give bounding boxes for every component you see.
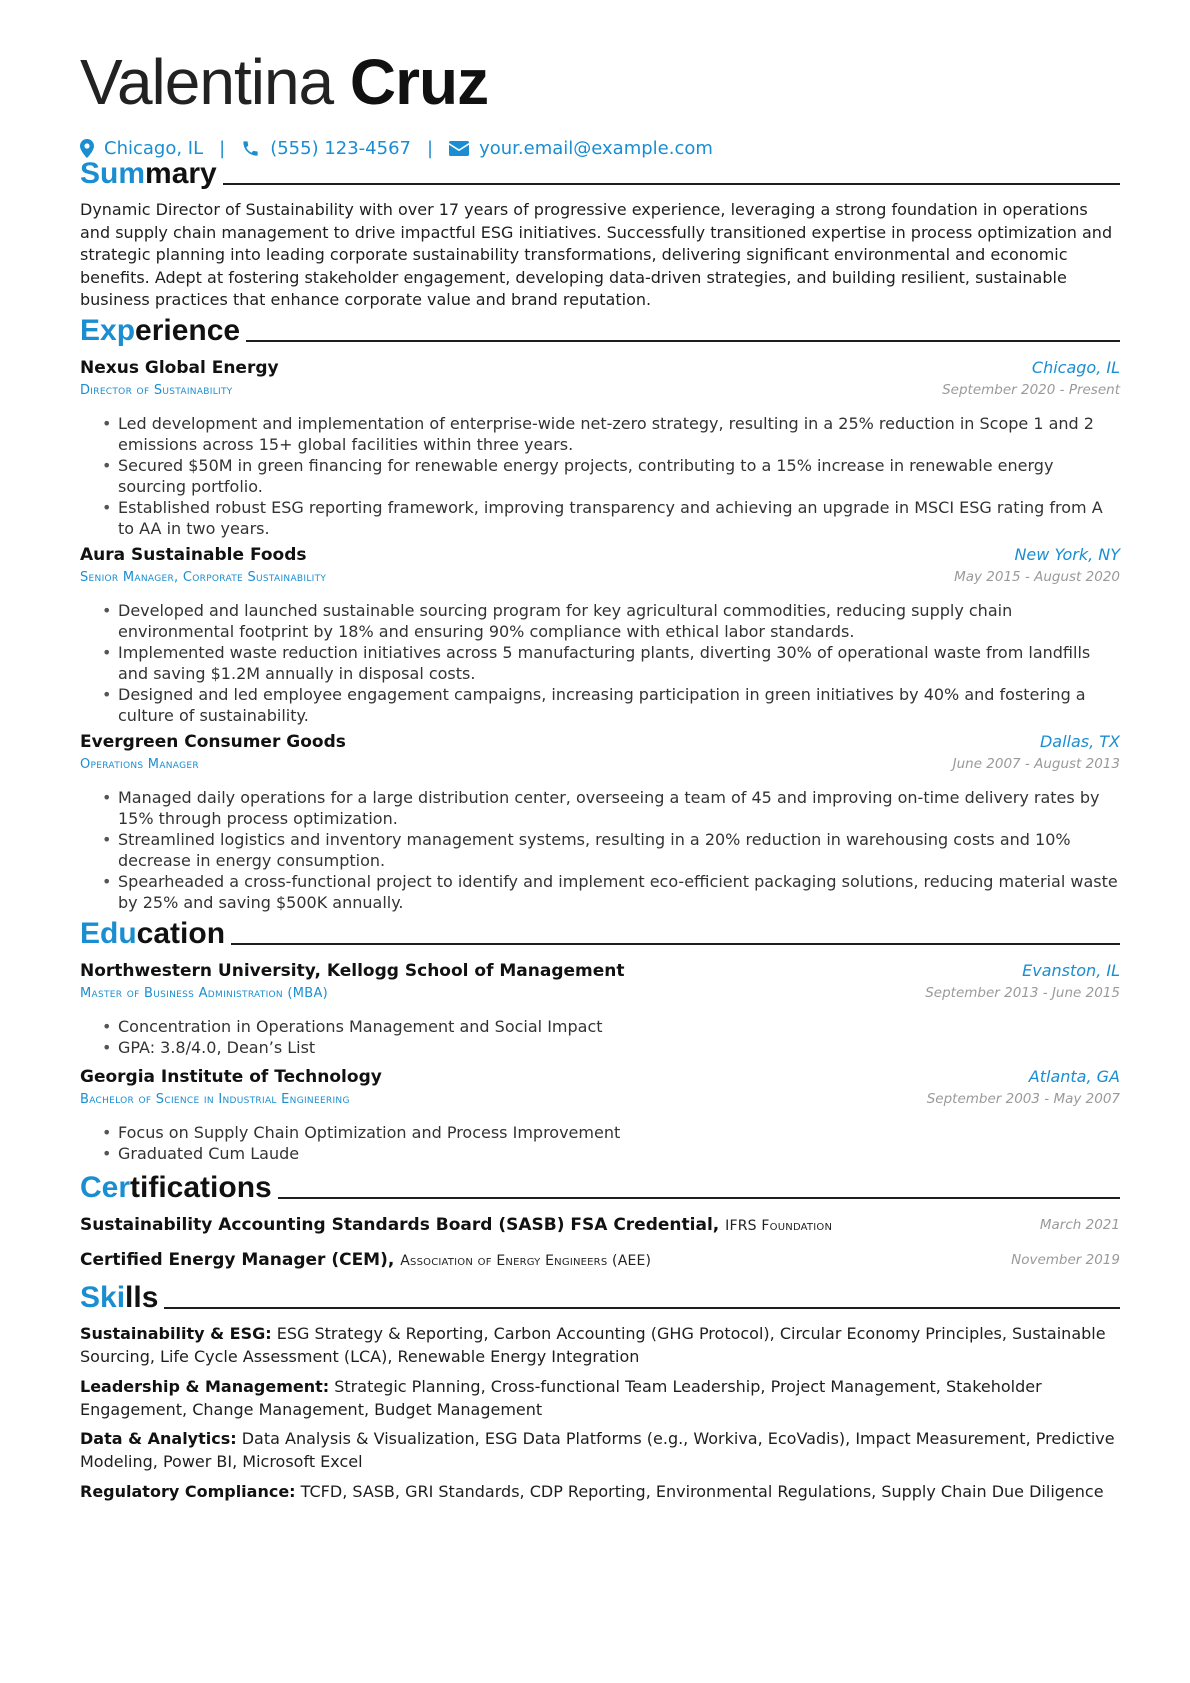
map-marker-icon [80,139,94,158]
candidate-name [80,44,488,120]
list-item: • Spearheaded a cross-functional project to identify and implement eco-efficient packaging solutions, reducing material waste by 25% and saving $500K annually. [118,871,1120,913]
company-name: Aura Sustainable Foods [80,545,307,565]
list-item: • Concentration in Operations Management and Social Impact [118,1016,1120,1037]
list-item: • Led development and implementation of enterprise-wide net-zero strategy, resulting in a 25% reduction in Scope 1 and 2 emissions across 15+ global facilities within three years. [118,413,1120,455]
job-bullets [118,413,1120,539]
list-item: • Graduated Cum Laude [118,1143,1120,1164]
skill-row [80,1323,1120,1368]
education-dates: September 2013 - June 2015 [925,985,1120,1001]
skill-label: Data & Analytics: [80,1429,237,1448]
first-name: Valentina [80,46,334,118]
section-title-certifications [80,1170,1120,1206]
section-title-experience [80,313,1120,349]
certification-date: March 2021 [1039,1217,1120,1233]
certification-date: November 2019 [1011,1252,1120,1268]
degree-name: Bachelor of Science in Industrial Engineering [80,1092,350,1107]
job-role: Senior Manager, Corporate Sustainability [80,570,327,585]
certification-name: Certified Energy Manager (CEM) [80,1250,388,1270]
section-rule [164,1307,1120,1309]
list-item: • Implemented waste reduction initiatives across 5 manufacturing plants, diverting 30% of operational waste from landfills and saving $1.2M annually in disposal costs. [118,642,1120,684]
skill-label: Leadership & Management: [80,1377,330,1396]
list-item: • Designed and led employee engagement campaigns, increasing participation in green initiatives by 40% and fostering a culture of sustainability. [118,684,1120,726]
list-item: • Managed daily operations for a large distribution center, overseeing a team of 45 and improving on-time delivery rates by 15% through process optimization. [118,787,1120,829]
section-title-accent: Exp [80,314,136,347]
skill-value: Data Analysis & Visualization, ESG Data Platforms (e.g., Workiva, EcoVadis), Impact Measurement, Predictive Modeling, Power BI, Microsoft Excel [80,1429,1115,1471]
skill-row [80,1428,1120,1473]
section-rule [278,1197,1120,1199]
school-name: Georgia Institute of Technology [80,1067,382,1087]
section-title-rest: mary [145,157,217,190]
phone-text: (555) 123-4567 [270,137,411,159]
job-role: Director of Sustainability [80,383,233,398]
section-title-accent: Sum [80,157,146,190]
skill-label: Regulatory Compliance: [80,1482,296,1501]
list-item: • Secured $50M in green financing for renewable energy projects, contributing to a 15% increase in renewable energy sourcing portfolio. [118,455,1120,497]
section-title-rest: erience [135,314,241,347]
location-text: Chicago, IL [104,137,204,159]
summary-text: Dynamic Director of Sustainability with over 17 years of progressive experience, leveraging a strong foundation in operations and supply chain management to drive impactful ESG initiatives. Successfully transitioned expertise in process optimization and strategic planning into leading corporate sustainability transformations, delivering significant environmental and economic benefits. Adept at fostering stakeholder engagement, developing data-driven strategies, and building resilient, sustainable business practices that enhance corporate value and brand reputation. [80,200,1113,310]
certification-name: Sustainability Accounting Standards Board (SASB) FSA Credential [80,1215,713,1235]
job-location: Chicago, IL [1031,358,1120,377]
section-title-accent: Cer [80,1171,131,1204]
section-title-summary [80,156,1120,192]
list-item: • Streamlined logistics and inventory management systems, resulting in a 20% reduction in warehousing costs and 10% decrease in energy consumption. [118,829,1120,871]
school-location: Evanston, IL [1022,961,1120,980]
list-item: • Developed and launched sustainable sourcing program for key agricultural commodities, reducing supply chain environmental footprint by 18% and ensuring 90% compliance with ethical labor standards. [118,600,1120,642]
skill-value: ESG Strategy & Reporting, Carbon Accounting (GHG Protocol), Circular Economy Principles, Sustainable Sourcing, Life Cycle Assessment (LCA), Renewable Energy Integration [80,1324,1106,1366]
job-dates: May 2015 - August 2020 [954,569,1120,585]
section-title-education [80,916,1120,952]
job-location: Dallas, TX [1039,732,1120,751]
skill-value: Strategic Planning, Cross-functional Team Leadership, Project Management, Stakeholder Engagement, Change Management, Budget Management [80,1377,1042,1419]
skill-label: Sustainability & ESG: [80,1324,272,1343]
education-dates: September 2003 - May 2007 [926,1091,1120,1107]
list-item: • Established robust ESG reporting framework, improving transparency and achieving an upgrade in MSCI ESG rating from A to AA in two years. [118,497,1120,539]
section-title-skills [80,1280,1120,1316]
certification-issuer: Association of Energy Engineers (AEE) [400,1253,652,1269]
section-title-accent: Ski [80,1281,126,1314]
skill-value: TCFD, SASB, GRI Standards, CDP Reporting, Environmental Regulations, Supply Chain Due Diligence [300,1482,1104,1501]
section-title-rest: lls [125,1281,159,1314]
list-item: • GPA: 3.8/4.0, Dean’s List [118,1037,1120,1058]
degree-name: Master of Business Administration (MBA) [80,986,329,1001]
section-rule [223,183,1120,185]
skill-row [80,1481,1120,1504]
section-rule [231,943,1120,945]
certification-entry: Certified Energy Manager (CEM), Association of Energy Engineers (AEE) November 2019 [80,1250,1120,1270]
section-title-rest: cation [136,917,226,950]
school-location: Atlanta, GA [1028,1067,1120,1086]
job-location: New York, NY [1014,545,1120,564]
envelope-icon [449,141,469,156]
education-bullets [118,1122,1120,1164]
job-bullets [118,787,1120,913]
job-dates: September 2020 - Present [942,382,1120,398]
certification-issuer: IFRS Foundation [725,1218,833,1234]
certification-entry: Sustainability Accounting Standards Board (SASB) FSA Credential, IFRS Foundation March 2021 [80,1215,1120,1235]
school-name: Northwestern University, Kellogg School of Management [80,961,625,981]
contact-separator: | [219,137,226,159]
last-name: Cruz [349,46,489,118]
job-dates: June 2007 - August 2013 [952,756,1120,772]
section-title-accent: Edu [80,917,137,950]
email-link[interactable]: your.email@example.com [479,137,713,159]
phone-icon [241,139,260,158]
company-name: Nexus Global Energy [80,358,279,378]
contact-separator: | [427,137,434,159]
skill-row [80,1376,1120,1421]
education-bullets [118,1016,1120,1058]
list-item: • Focus on Supply Chain Optimization and Process Improvement [118,1122,1120,1143]
job-bullets [118,600,1120,726]
section-rule [246,340,1120,342]
section-title-rest: tifications [130,1171,272,1204]
job-role: Operations Manager [80,757,199,772]
company-name: Evergreen Consumer Goods [80,732,346,752]
